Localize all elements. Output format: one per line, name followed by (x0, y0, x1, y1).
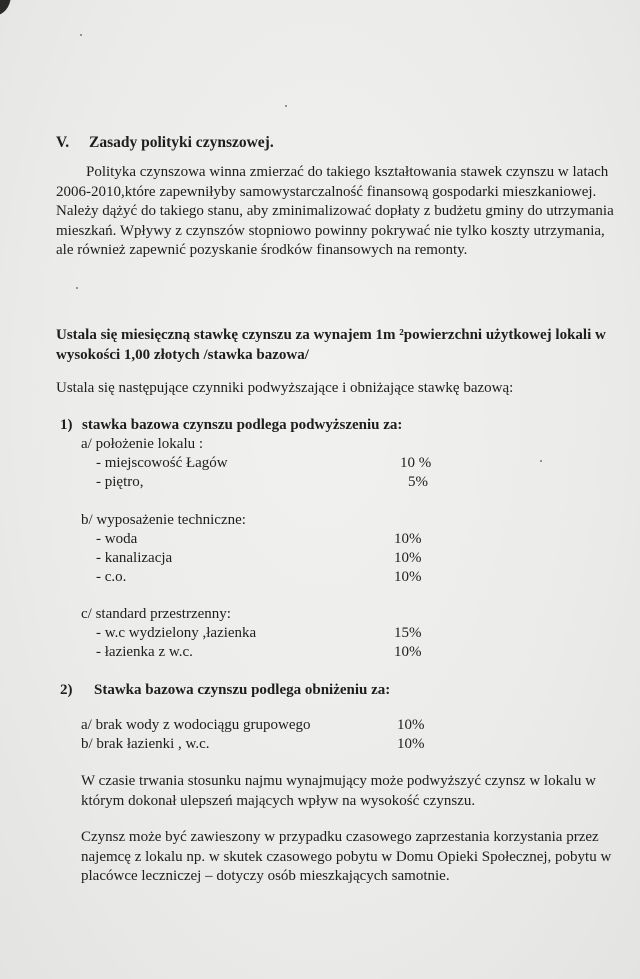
section-title: Zasady polityki czynszowej. (89, 134, 274, 151)
value-location-lagow: 10 % (400, 455, 432, 471)
intro-paragraph-text: Polityka czynszowa winna zmierzać do takiego kształtowania stawek czynszu w latach 2006-2010,które zapewniłyby samowystarczalność finansową gospodarki mieszkaniowej. Należy dążyć do takiego stanu, aby zminimalizować dopłaty z budżetu gminy do utrzymania mieszkań. Wpływy z czynszów stopniowo powinny pokrywać nie tylko koszty utrzymania, ale również zapewnić pozyskanie środków finansowych na remonty. (56, 164, 614, 259)
group-label-technical: b/ wyposażenie techniczne: (81, 512, 246, 528)
section-number: V. (56, 134, 70, 151)
item-central-heating: - c.o. (96, 569, 127, 585)
value-no-bathroom: 10% (397, 736, 425, 752)
value-bathroom-with-wc: 10% (394, 644, 422, 660)
value-sewage: 10% (394, 550, 422, 566)
value-water: 10% (394, 531, 422, 547)
item-water: - woda (96, 531, 138, 547)
increase-section-heading (60, 416, 402, 435)
decrease-section-number: 2) (60, 682, 73, 698)
item-floor: - piętro, (96, 474, 144, 490)
item-sewage: - kanalizacja (96, 550, 173, 566)
item-separate-wc: - w.c wydzielony ,łazienka (96, 625, 257, 641)
folded-corner-shadow (0, 0, 13, 18)
item-bathroom-with-wc: - łazienka z w.c. (96, 644, 193, 660)
item-no-water-supply: a/ brak wody z wodociągu grupowego (81, 717, 311, 733)
scan-speck (76, 287, 78, 289)
value-separate-wc: 15% (394, 625, 422, 641)
base-rate-statement: Ustala się miesięczną stawkę czynszu za wynajem 1m ²powierzchni użytkowej lokali w wysokości 1,00 złotych /stawka bazowa/ (56, 327, 606, 363)
value-central-heating: 10% (394, 569, 422, 585)
increase-section-title: stawka bazowa czynszu podlega podwyższeniu za: (82, 417, 403, 433)
group-label-space-standard: c/ standard przestrzenny: (81, 606, 231, 622)
group-label-location: a/ położenie lokalu : (81, 436, 204, 452)
scan-speck (80, 34, 82, 36)
section-heading (56, 133, 274, 152)
decrease-section-title: Stawka bazowa czynszu podlega obniżeniu za: (94, 682, 391, 698)
value-no-water-supply: 10% (397, 717, 425, 733)
decrease-section-heading (60, 681, 390, 700)
increase-section-number: 1) (60, 417, 73, 433)
scan-speck (540, 460, 542, 462)
factors-intro: Ustala się następujące czynniki podwyższające i obniżające stawkę bazową: (56, 380, 514, 396)
closing-paragraph-rent-suspension: Czynsz może być zawieszony w przypadku czasowego zaprzestania korzystania przez najemcę z lokalu np. w skutek czasowego pobytu w Domu Opieki Społecznej, pobytu w placówce leczniczej – dotyczy osób mieszkających samotnie. (81, 829, 612, 885)
intro-paragraph (56, 163, 616, 261)
scan-speck (285, 105, 287, 107)
item-location-lagow: - miejscowość Łagów (96, 455, 228, 471)
closing-paragraph-rent-increase: W czasie trwania stosunku najmu wynajmujący może podwyższyć czynsz w lokalu w którym dokonał ulepszeń mających wpływ na wysokość czynszu. (81, 773, 596, 809)
item-no-bathroom: b/ brak łazienki , w.c. (81, 736, 210, 752)
value-floor: 5% (408, 474, 428, 490)
